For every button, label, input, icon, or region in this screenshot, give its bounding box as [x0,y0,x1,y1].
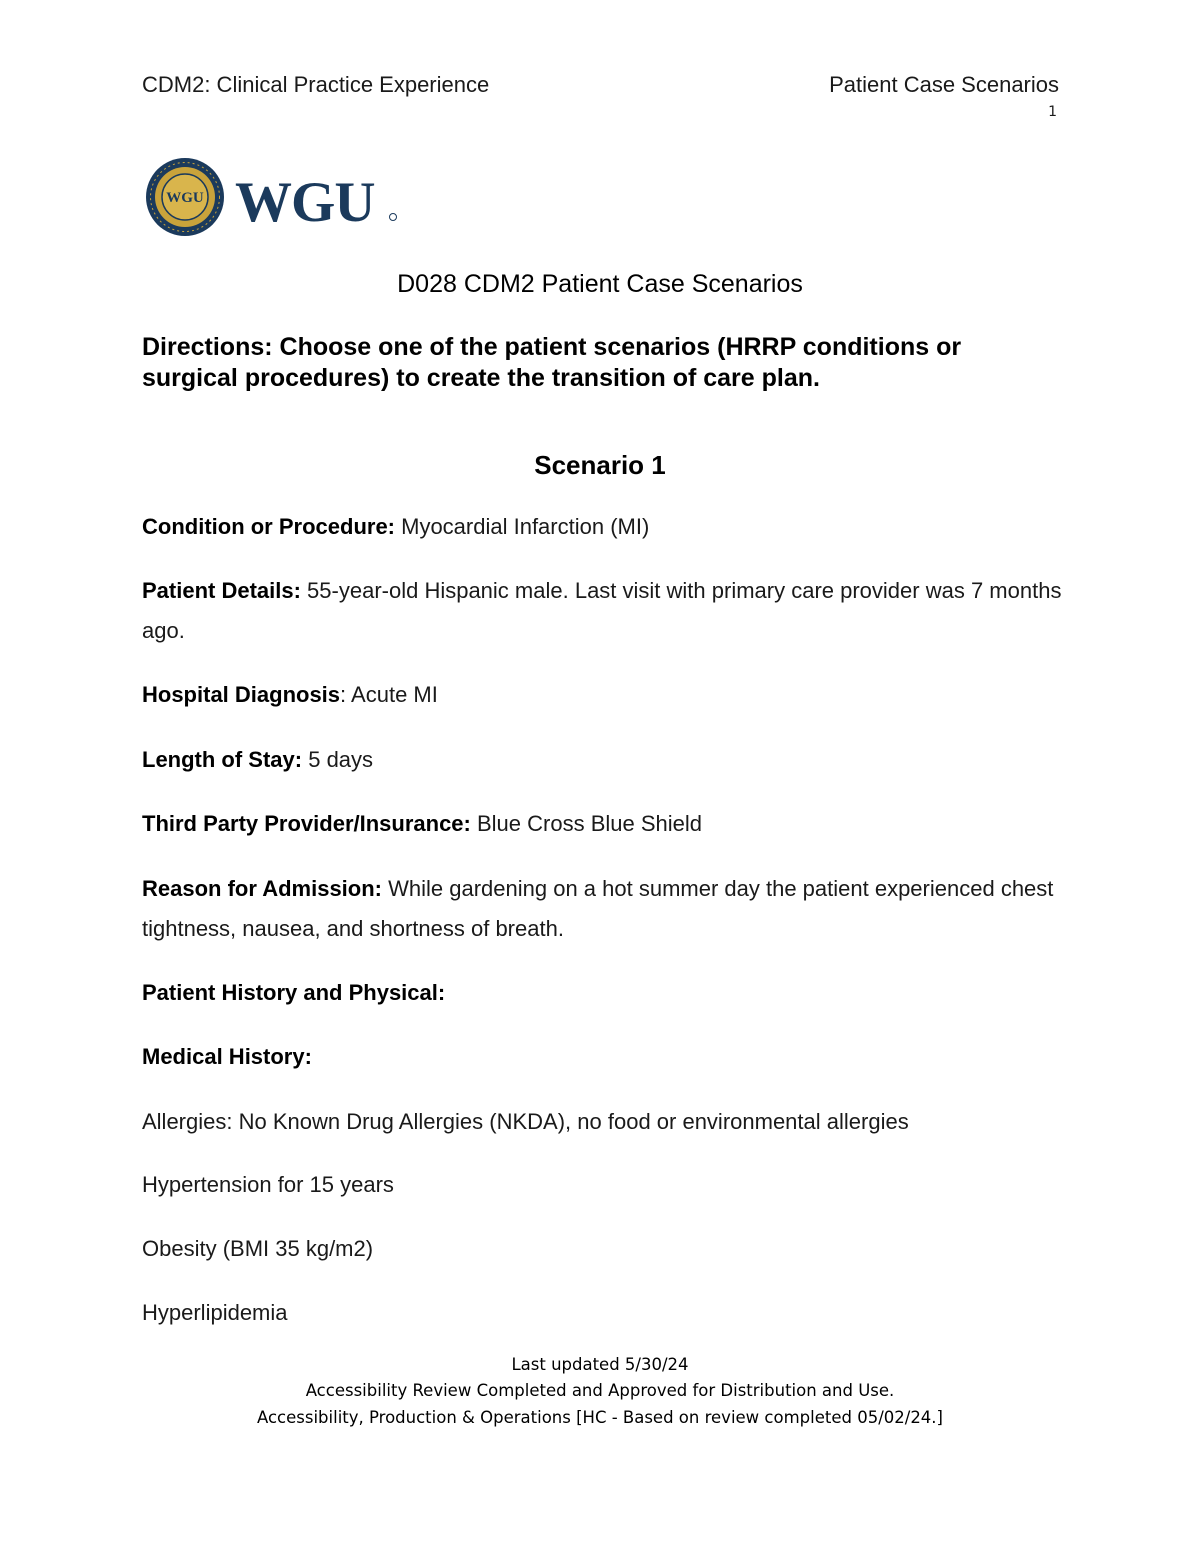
diagnosis-field [142,675,1062,715]
medical-history-heading [142,1037,1062,1077]
page-number: 1 [1048,104,1057,120]
length-of-stay-value: 5 days [302,747,374,772]
history-physical-heading [142,973,1062,1013]
wgu-logo [145,155,400,240]
diagnosis-label: Hospital Diagnosis [142,682,341,707]
wgu-seal-icon [146,158,224,236]
footer-last-updated: Last updated 5/30/24 [511,1355,689,1374]
condition-field [142,507,1062,547]
diagnosis-value: : Acute MI [340,682,438,707]
scenario-title: Scenario 1 [534,450,666,480]
patient-details-field [142,571,1062,651]
directions-text: Choose one of the patient scenarios (HRRP conditions or surgical procedures) to create the transition of care plan. [142,333,962,392]
directions-paragraph [142,332,1062,394]
insurance-label: Third Party Provider/Insurance: [142,811,471,836]
history-item: Allergies: No Known Drug Allergies (NKDA), no food or environmental allergies [142,1109,909,1134]
condition-label: Condition or Procedure: [142,514,395,539]
insurance-value: Blue Cross Blue Shield [470,811,702,836]
seal-monogram: WGU [166,190,204,206]
reason-value: While gardening on a hot summer day the patient experienced chest tightness, nausea, and shortness of breath. [142,876,1054,941]
history-item: Obesity (BMI 35 kg/m2) [142,1236,374,1261]
directions-label: Directions: [142,333,273,361]
patient-details-label: Patient Details: [142,578,301,603]
footer-accessibility-review: Accessibility Review Completed and Approved for Distribution and Use. [305,1381,895,1400]
insurance-field [142,804,1062,844]
document-title: D028 CDM2 Patient Case Scenarios [397,270,803,298]
length-of-stay-label: Length of Stay: [142,747,303,772]
wgu-wordmark: WGU [235,171,375,234]
header-right: Patient Case Scenarios [829,72,1059,97]
footer-accessibility-operations: Accessibility, Production & Operations [HC - Based on review completed 05/02/24.] [256,1408,943,1427]
history-physical-label: Patient History and Physical: [142,980,446,1005]
history-item: Hypertension for 15 years [142,1172,394,1197]
patient-details-value: 55-year-old Hispanic male. Last visit with primary care provider was 7 months ago. [142,578,1062,643]
history-item: Hyperlipidemia [142,1300,288,1325]
medical-history-label: Medical History: [142,1044,312,1069]
reason-for-admission-field [142,869,1062,949]
length-of-stay-field [142,740,1062,780]
header-left: CDM2: Clinical Practice Experience [142,72,490,97]
condition-value: Myocardial Infarction (MI) [395,514,650,539]
reason-label: Reason for Admission: [142,876,382,901]
